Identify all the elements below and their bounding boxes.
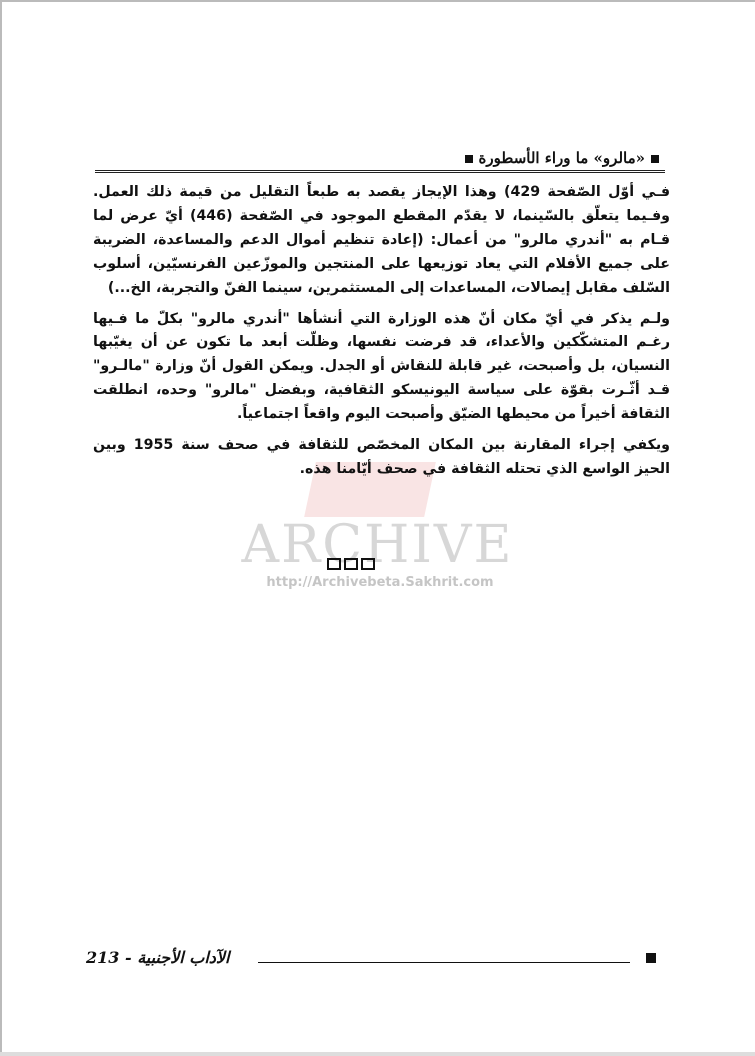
article-body: [93, 181, 670, 489]
section-end-ornament-icon: [327, 558, 375, 570]
running-header: [95, 146, 665, 173]
page-border-top: [0, 0, 755, 2]
header-square-icon: [651, 155, 659, 163]
page-border-left: [0, 0, 2, 1056]
footer-rule: [258, 962, 630, 963]
footer-journal-page: الآداب الأجنبية - 213: [86, 948, 230, 967]
header-square-icon: [465, 155, 473, 163]
page-footer: [86, 948, 656, 968]
watermark-text: ARCHIVE: [241, 515, 514, 575]
header-title-wrap: [459, 149, 665, 170]
paragraph: فـي أوّل الصّفحة 429) وهذا الإيجاز يقصد به طبعاً التقليل من قيمة ذلك العمل. وفـيما يتعلّق بالسّينما، لا يقدّم المقطع الموجود في الصّفحة (446) أيّ عرض لما قـام به "أندري مالرو" من أعمال: (إعادة تنظيم أموال الدعم والمساعدة، الضريبة على جميع الأفلام التي يعاد توزيعها على المنتجين والموزّعين الفرنسيّين، أسلوب السّلف مقابل إيصالات، المساعدات إلى المستثمرين، سينما الفنّ والتجربة، الخ...): [93, 184, 670, 296]
ornament-box: [327, 558, 341, 570]
paragraph: ولـم يذكر في أيّ مكان أنّ هذه الوزارة التي أنشأها "أندري مالرو" بكلّ ما فـيها رغـم المتشكّكين والأعداء، قد فرضت نفسها، وظلّت أبعد ما تكون عن أن يغيّبها النسيان، بل وأصبحت، غير قابلة للنقاش أو الجدل. ويمكن القول أنّ وزارة "مالـرو" قـد أثّـرت بقوّة على سياسة اليونيسكو الثقافية، وبفضل "مالرو" وحده، انطلقت الثقافة أخيراً من محيطها الضيّق وأصبحت اليوم واقعاً اجتماعياً.: [93, 310, 670, 423]
paragraph: ويكفي إجراء المقارنة بين المكان المخصّص للثقافة في صحف سنة 1955 وبين الحيز الواسع الذي تحتله الثقافة في صحف أيّامنا هذه.: [93, 437, 670, 477]
footer-square-icon: [646, 953, 656, 963]
watermark-url: http://Archivebeta.Sakhrit.com: [266, 575, 494, 590]
ornament-box: [344, 558, 358, 570]
page-border-bottom: [0, 1052, 755, 1056]
ornament-box: [361, 558, 375, 570]
header-title: «مالرو» ما وراء الأسطورة: [478, 149, 645, 167]
